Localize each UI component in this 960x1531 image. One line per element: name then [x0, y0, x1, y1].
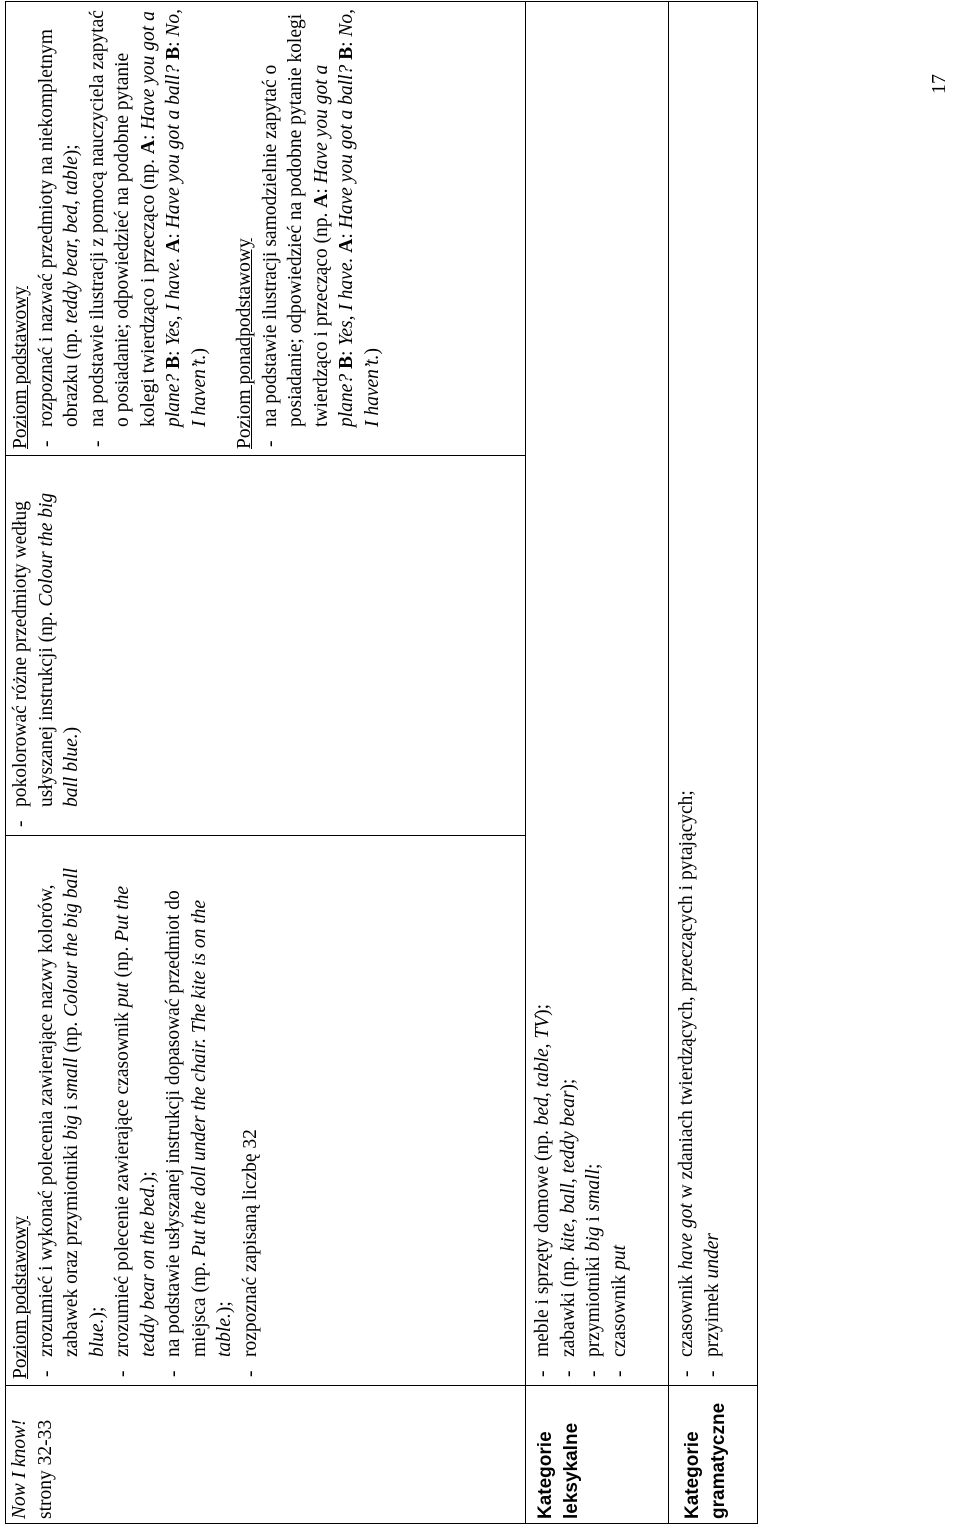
unit-cell: [5, 1386, 525, 1523]
page-number: 17: [928, 74, 950, 94]
list-item: - czasownik put: [607, 11, 633, 1379]
list-item: - na podstawie ilustracji samodzielnie zapytać o posiadanie; odpowiedzieć na podobne pytanie kolegi twierdząco i przecząco (np. A: Have you got a plane? B: Yes, I have. A: Have you got a ball? B: No, I haven’t.): [258, 8, 386, 449]
row-divider-2: [668, 1, 669, 1524]
level-heading-advanced: Poziom ponadpodstawowy: [234, 238, 255, 449]
list-item: - na podstawie usłyszanej instrukcji dopasować przedmiot do miejsca (np. Put the doll under the chair. The kite is on the table.);: [161, 842, 238, 1379]
level-heading-basic-3: Poziom podstawowy: [10, 285, 31, 449]
list-item: - przymiotniki big i small;: [581, 11, 607, 1379]
skills-column-1: [5, 836, 525, 1385]
list-item: - na podstawie ilustracji z pomocą nauczyciela zapytać o posiadanie; odpowiedzieć na podobne pytanie kolegi twierdząco i przecząco (np. A: Have you got a plane? B: Yes, I have. A: Have you got a ball? B: No, I haven’t.): [85, 8, 213, 449]
list-item: - zrozumieć i wykonać polecenia zawierające nazwy kolorów, zabawek oraz przymiotniki big i small (np. Colour the big ball blue.);: [34, 842, 111, 1379]
list-item: - czasownik have got w zdaniach twierdzących, przeczących i pytających;: [674, 11, 700, 1379]
table-border-bottom: [757, 1, 758, 1524]
lexical-list: [530, 11, 632, 1379]
lexical-content: [527, 5, 667, 1385]
skills-list-3a: [34, 8, 213, 449]
list-item: - rozpoznać zapisaną liczbę 32: [238, 842, 264, 1379]
list-item: - meble i sprzęty domowe (np. bed, table, TV);: [530, 11, 556, 1379]
grammar-label: Kategorie gramatyczne: [682, 1402, 729, 1519]
list-item: - zrozumieć polecenie zawierające czasownik put (np. Put the teddy bear on the bed.);: [110, 842, 161, 1379]
unit-title: Now I know!: [9, 1419, 30, 1519]
skills-list-2: [8, 462, 85, 829]
skills-list-1: [34, 842, 264, 1379]
list-item: - pokolorować różne przedmioty według usłyszanej instrukcji (np. Colour the big ball blue.): [8, 462, 85, 829]
skills-list-3b: [258, 8, 386, 449]
grammar-content: [671, 5, 757, 1385]
level-heading-basic: Poziom podstawowy: [10, 1215, 31, 1379]
grammar-list: [674, 11, 725, 1379]
list-item: - przyimek under: [700, 11, 726, 1379]
skills-column-2: [5, 456, 525, 835]
skills-column-3: [5, 2, 525, 455]
unit-pages: strony 32-33: [34, 1419, 56, 1519]
lexical-label: Kategorie leksykalne: [535, 1422, 582, 1519]
list-item: - rozpoznać i nazwać przedmioty na niekompletnym obrazku (np. teddy bear, bed, table);: [34, 8, 85, 449]
list-item: - zabawki (np. kite, ball, teddy bear);: [556, 11, 582, 1379]
